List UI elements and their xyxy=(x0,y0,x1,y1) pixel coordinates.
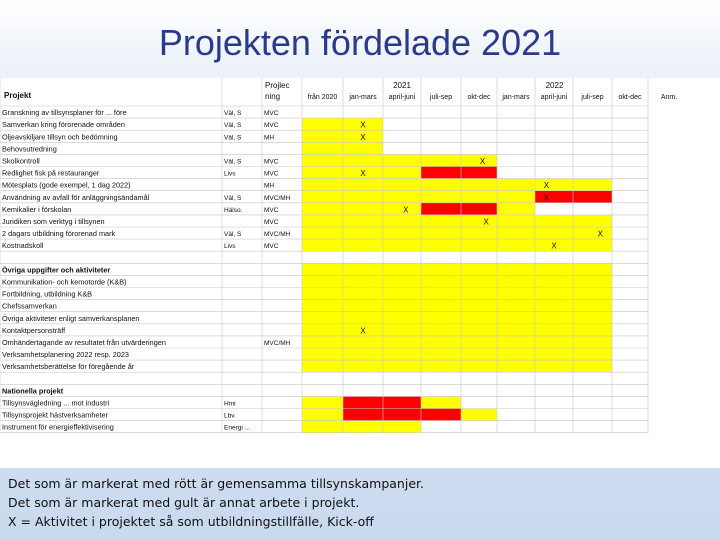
project-row-label: Kemikalier i förskolan xyxy=(2,204,72,214)
activity-bar-yellow xyxy=(302,409,343,421)
activity-bar-yellow xyxy=(302,227,612,239)
activity-bar-yellow xyxy=(302,118,383,130)
project-row-label: Behovsutredning xyxy=(2,144,57,154)
campaign-bar-red xyxy=(343,396,421,408)
project-row-lead: MVC xyxy=(264,122,279,130)
project-row-label: Användning av avfall för anläggningsändamål xyxy=(2,192,150,202)
legend-note-red: Det som är markerat med rött är gemensamma tillsynskampanjer. xyxy=(8,476,424,491)
header-period: april-juni xyxy=(540,94,568,101)
project-row-lead: MH xyxy=(264,182,275,190)
activity-bar-yellow xyxy=(302,421,421,433)
project-row-lead: MVC/MH xyxy=(264,340,291,347)
project-row-responsible: Väl, S xyxy=(224,134,242,142)
legend-notes xyxy=(8,474,712,531)
activity-x-mark: X xyxy=(360,120,366,130)
project-row-lead: MVC/MH xyxy=(264,194,291,202)
activity-x-mark: X xyxy=(479,157,486,166)
project-row-label: Juridiken som verktyg i tillsynen xyxy=(2,217,105,226)
header-period: okt-dec xyxy=(467,94,491,101)
project-row-label: Fortbildning, utbildning K&B xyxy=(2,289,93,299)
activity-bar-yellow xyxy=(302,203,383,215)
project-row-label: Nationella projekt xyxy=(2,386,64,396)
header-period: Anm. xyxy=(660,94,678,101)
campaign-bar-red xyxy=(421,167,497,179)
project-row-lead: MVC xyxy=(264,243,279,251)
activity-bar-yellow xyxy=(302,360,612,372)
project-row-label: Redlighet fisk på restauranger xyxy=(2,168,100,178)
activity-bar-yellow xyxy=(497,203,535,215)
activity-x-mark: X xyxy=(360,132,366,142)
project-row-label: Kommunikation- och kemotorde (K&B) xyxy=(2,277,127,287)
gantt-grid xyxy=(0,78,720,468)
project-row-responsible: Lbv. xyxy=(224,412,236,420)
project-row-responsible: Livs xyxy=(224,243,236,251)
project-row-label: Granskning av tillsynsplaner för ... före xyxy=(2,108,127,118)
activity-bar-yellow xyxy=(302,215,612,227)
activity-bar-yellow xyxy=(302,275,612,287)
project-row-label: Kontaktpersonsträff xyxy=(2,325,66,335)
project-row-label: Samverkan kring förorenade områden xyxy=(2,120,125,130)
activity-bar-yellow xyxy=(302,324,612,336)
project-row-responsible: Väl, S xyxy=(224,231,242,239)
project-row-label: Tillsynsprojekt hästverksamheter xyxy=(2,410,108,420)
header-period: juli-sep xyxy=(581,94,604,101)
project-row-responsible: Energi ... xyxy=(224,424,251,432)
header-period: jan-mars xyxy=(349,94,377,101)
project-row-lead: MVC xyxy=(264,158,279,166)
header-projekt: Projekt xyxy=(4,91,32,100)
activity-bar-yellow xyxy=(383,167,421,179)
header-period: jan-mars xyxy=(502,94,530,101)
project-row-label: Mötesplats (gode exempel, 1 dag 2022) xyxy=(2,180,131,190)
activity-x-mark: X xyxy=(551,241,557,251)
legend-note-x: X = Aktivitet i projektet så som utbildningstillfälle, Kick-off xyxy=(8,514,374,529)
activity-bar-yellow xyxy=(421,396,461,408)
activity-bar-yellow xyxy=(461,409,497,421)
project-row-label: Oljeavskiljare tillsyn och bedömning xyxy=(2,132,118,142)
project-row-label: Verksamhetsplanering 2022 resp. 2023 xyxy=(2,350,129,360)
project-row-lead: MVC xyxy=(264,206,279,214)
activity-x-mark: X xyxy=(597,229,603,239)
project-row-responsible: Hmi xyxy=(224,400,236,408)
project-row-responsible: Hälso. xyxy=(224,206,243,214)
activity-x-mark: X xyxy=(483,217,489,227)
project-row-label: Tillsynsvägledning ... mot industri xyxy=(2,398,110,408)
activity-bar-yellow xyxy=(302,130,383,142)
project-schedule-table xyxy=(0,78,720,468)
project-row-lead: MVC/MH xyxy=(264,231,291,239)
activity-x-mark: X xyxy=(543,193,550,203)
project-row-responsible: Väl, S xyxy=(224,194,242,202)
activity-bar-yellow xyxy=(302,336,612,348)
project-row-label: Verksamhetsberättelse för föregående år xyxy=(2,362,135,372)
activity-bar-yellow xyxy=(302,396,343,408)
project-row-lead: MH xyxy=(264,134,275,142)
activity-bar-yellow xyxy=(302,142,383,154)
header-period: april-juni xyxy=(388,94,416,101)
activity-bar-yellow xyxy=(302,154,497,166)
activity-bar-yellow xyxy=(302,239,612,251)
project-row-label: Skolkontroll xyxy=(2,156,40,166)
header-period: okt-dec xyxy=(618,94,642,101)
activity-bar-yellow xyxy=(302,300,612,312)
project-row-lead: MVC xyxy=(264,219,279,226)
header-projektledning: Projlec xyxy=(265,81,290,90)
campaign-bar-red xyxy=(421,203,497,215)
header-period: från 2020 xyxy=(307,94,338,101)
activity-bar-yellow xyxy=(302,191,535,203)
activity-x-mark: X xyxy=(543,181,550,191)
project-row-responsible: Livs xyxy=(224,170,236,178)
header-projektledning: ning xyxy=(265,92,281,101)
activity-x-mark: X xyxy=(360,326,366,336)
project-row-label: Omhändertagande av resultatet från utvärderingen xyxy=(2,338,166,347)
activity-bar-yellow xyxy=(302,288,612,300)
legend-note-yellow: Det som är markerat med gult är annat arbete i projekt. xyxy=(8,495,360,510)
header-year-2021: 2021 xyxy=(393,81,411,90)
activity-bar-yellow xyxy=(302,348,612,360)
activity-bar-yellow xyxy=(302,312,612,324)
project-row-label: Instrument för energieffektivisering xyxy=(2,422,114,432)
slide-title: Projekten fördelade 2021 xyxy=(158,22,562,63)
header-year-2022: 2022 xyxy=(545,81,564,90)
project-row-label: Övriga aktiviteter enligt samverkansplanen xyxy=(2,313,140,323)
project-row-label: Övriga uppgifter och aktiviteter xyxy=(2,265,111,275)
project-row-responsible: Väl, S xyxy=(224,122,242,130)
activity-x-mark: X xyxy=(360,169,366,179)
project-row-responsible: Väl, S xyxy=(224,158,242,166)
campaign-bar-red xyxy=(343,409,461,421)
project-row-lead: MVC xyxy=(264,110,279,118)
project-row-lead: MVC xyxy=(264,170,279,178)
activity-x-mark: X xyxy=(403,205,409,215)
project-row-label: Kostnadskoll xyxy=(2,241,44,251)
activity-bar-yellow xyxy=(302,167,383,179)
activity-bar-yellow xyxy=(383,203,421,215)
project-row-responsible: Väl, S xyxy=(224,110,242,118)
header-period: juli-sep xyxy=(429,94,453,101)
activity-bar-yellow xyxy=(302,263,612,275)
project-row-label: 2 dagars utbildning förorenad mark xyxy=(2,229,116,239)
project-row-label: Chefssamverkan xyxy=(2,301,57,311)
activity-bar-yellow xyxy=(302,179,612,191)
